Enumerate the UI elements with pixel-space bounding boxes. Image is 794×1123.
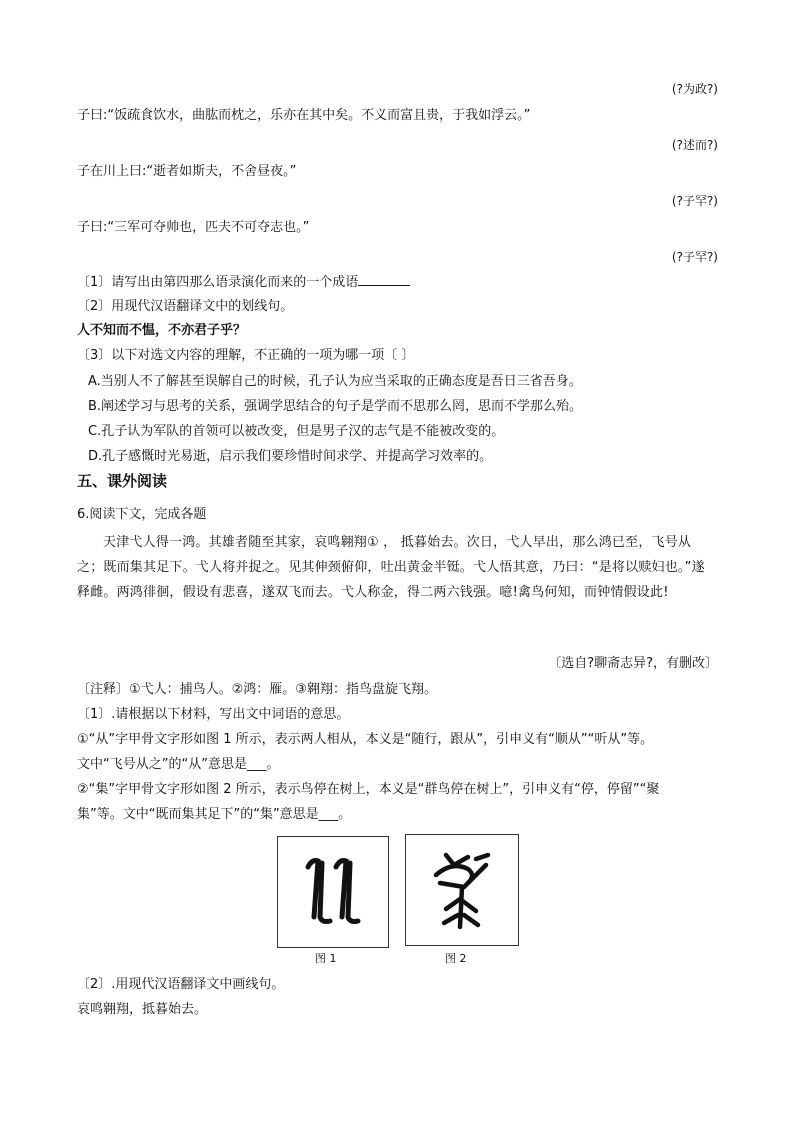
figure-1-oracle-cong — [277, 836, 389, 948]
item-1-line-2: 文中“飞号从之”的“从”意思是___。 — [77, 757, 280, 772]
notes: 〔注释〕①弋人：捕鸟人。②鸿：雁。③翱翔：指鸟盘旋飞翔。 — [77, 682, 437, 697]
option-b: B.阐述学习与思考的关系，强调学思结合的句子是学而不思那么罔，思而不学那么殆。 — [88, 399, 583, 414]
option-c: C.孔子认为军队的首领可以被改变，但是男子汉的志气是不能被改变的。 — [88, 424, 505, 439]
figure-2-caption: 图 2 — [445, 952, 467, 965]
passage-source: 〔选自?聊斋志异?，有删改〕 — [548, 656, 718, 671]
sub-question-2: 〔2〕.用现代汉语翻译文中画线句。 — [77, 977, 285, 992]
question-1 — [77, 273, 410, 292]
question-2-sentence: 人不知而不愠，不亦君子乎？ — [77, 323, 247, 338]
sub-question-1: 〔1〕.请根据以下材料，写出文中词语的意思。 — [77, 707, 350, 722]
source-label: (?子罕?) — [671, 194, 718, 208]
source-label: (?子罕?) — [671, 250, 718, 264]
answer-blank[interactable] — [358, 273, 410, 286]
question-3: 〔3〕以下对选文内容的理解，不正确的一项为哪一项〔 〕 — [77, 348, 415, 363]
sub-question-2-sentence: 哀鸣翱翔，抵暮始去。 — [77, 1002, 208, 1017]
figure-1-caption: 图 1 — [315, 952, 337, 965]
oracle-cong-glyph — [278, 837, 388, 947]
option-a: A.当别人不了解甚至误解自己的时候，孔子认为应当采取的正确态度是吾日三省吾身。 — [88, 374, 582, 389]
reading-passage: 天津弋人得一鸿。其雄者随至其家，哀鸣翱翔① ， 抵暮始去。次日，弋人早出，那么鸿已至，飞号从之；既而集其足下。弋人将并捉之。见其伸颈俯仰，吐出黄金半铤。弋人悟其意，乃曰：“是将以赎妇也。”遂释雌。两鸿徘徊，假设有悲喜，遂双飞而去。弋人称金，得二两六钱强。噫!禽鸟何知，而钟情假设此! — [77, 535, 705, 600]
item-2-line-2: 集”等。文中“既而集其足下”的“集”意思是___。 — [77, 807, 352, 822]
source-label: (?为政?) — [671, 82, 718, 96]
item-1-line-1: ①“从”字甲骨文字形如图 1 所示，表示两人相从，本义是“随行，跟从”，引申义有“顺从”“听从”等。 — [77, 732, 654, 747]
option-d: D.孔子感慨时光易逝，启示我们要珍惜时间求学、并提高学习效率的。 — [88, 449, 493, 464]
source-label: (?述而?) — [671, 138, 718, 152]
question-2: 〔2〕用现代汉语翻译文中的划线句。 — [77, 299, 294, 314]
quote-line: 子曰:“三军可夺帅也，匹夫不可夺志也。” — [77, 220, 310, 235]
quote-line: 子曰:“饭疏食饮水，曲肱而枕之，乐亦在其中矣。不义而富且贵，于我如浮云。” — [77, 108, 531, 123]
figure-2-oracle-ji — [405, 834, 519, 946]
section-intro: 6.阅读下文，完成各题 — [77, 507, 207, 522]
quote-line: 子在川上曰:“逝者如斯夫，不舍昼夜。” — [77, 164, 297, 179]
oracle-ji-glyph — [406, 835, 518, 945]
question-1-text: 〔1〕请写出由第四那么语录演化而来的一个成语 — [77, 275, 359, 290]
item-2-line-1: ②“集”字甲骨文字形如图 2 所示，表示鸟停在树上，本义是“群鸟停在树上”，引申义有“停，停留”“聚 — [77, 782, 660, 797]
section-heading: 五、课外阅读 — [77, 472, 168, 490]
